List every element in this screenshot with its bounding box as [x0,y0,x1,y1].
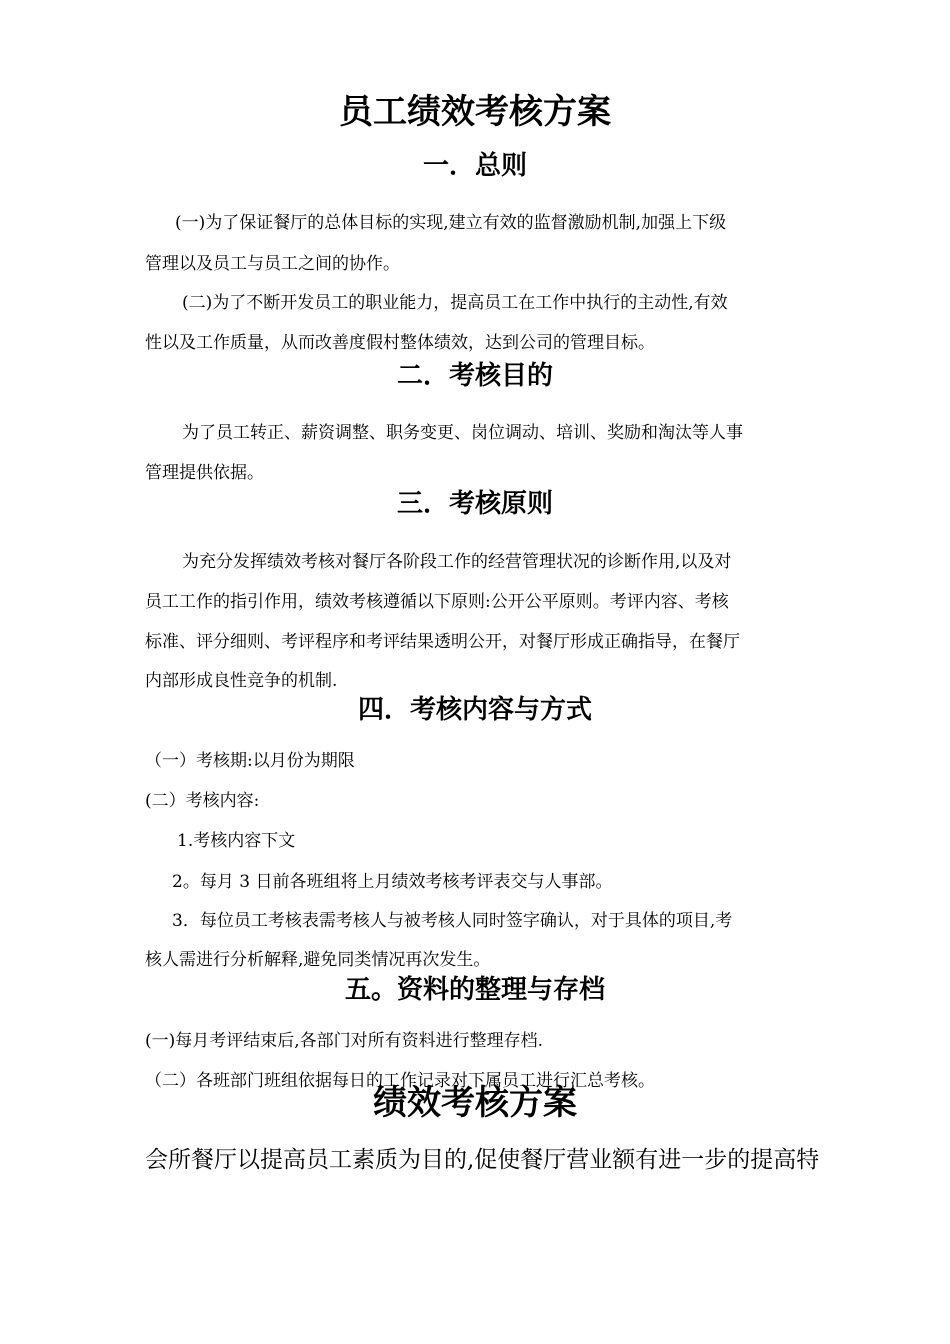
paragraph-line: 员工工作的指引作用，绩效考核遵循以下原则:公开公平原则。考评内容、考核 [145,592,729,612]
section-heading-archiving: 五。资料的整理与存档 [344,975,605,1005]
document-title: 员工绩效考核方案 [339,92,611,132]
section-heading-principles: 三．考核原则 [396,489,553,519]
paragraph-line: 为充分发挥绩效考核对餐厅各阶段工作的经营管理状况的诊断作用,以及对 [182,552,732,572]
list-item: 核人需进行分析解释,避免同类情况再次发生。 [145,950,491,970]
paragraph-line: 内部形成良性竞争的机制. [145,671,338,691]
paragraph-line: 管理以及员工与员工之间的协作。 [145,254,400,274]
intro-paragraph: 会所餐厅以提高员工素质为目的,促使餐厅营业额有进一步的提高特 [145,1147,820,1173]
list-item: (一)每月考评结束后,各部门对所有资料进行整理存档. [145,1031,544,1051]
paragraph-line: (一)为了保证餐厅的总体目标的实现,建立有效的监督激励机制,加强上下级 [175,213,727,233]
section-heading-general: 一．总则 [422,151,527,181]
list-item: 2。每月 3 日前各班组将上月绩效考核考评表交与人事部。 [172,872,613,892]
list-item: （二）各班部门班组依据每日的工作记录对下属员工进行汇总考核。 [145,1071,655,1091]
paragraph-line: 管理提供依据。 [145,463,264,483]
paragraph-line: 性以及工作质量，从而改善度假村整体绩效，达到公司的管理目标。 [145,333,655,353]
list-item: (二）考核内容: [145,791,260,811]
list-item: （一）考核期:以月份为期限 [145,751,355,771]
second-document-title: 绩效考核方案 [373,1083,577,1123]
section-heading-purpose: 二．考核目的 [396,361,553,391]
paragraph-line: 为了员工转正、薪资调整、职务变更、岗位调动、培训、奖励和淘汰等人事 [182,423,743,443]
paragraph-line: 标准、评分细则、考评程序和考评结果透明公开，对餐厅形成正确指导，在餐厅 [145,632,740,652]
list-item: 1.考核内容下文 [177,831,296,851]
list-item: 3．每位员工考核表需考核人与被考核人同时签字确认，对于具体的项目,考 [172,911,733,931]
section-heading-content-method: 四．考核内容与方式 [357,695,592,725]
paragraph-line: (二)为了不断开发员工的职业能力，提高员工在工作中执行的主动性,有效 [182,293,728,313]
